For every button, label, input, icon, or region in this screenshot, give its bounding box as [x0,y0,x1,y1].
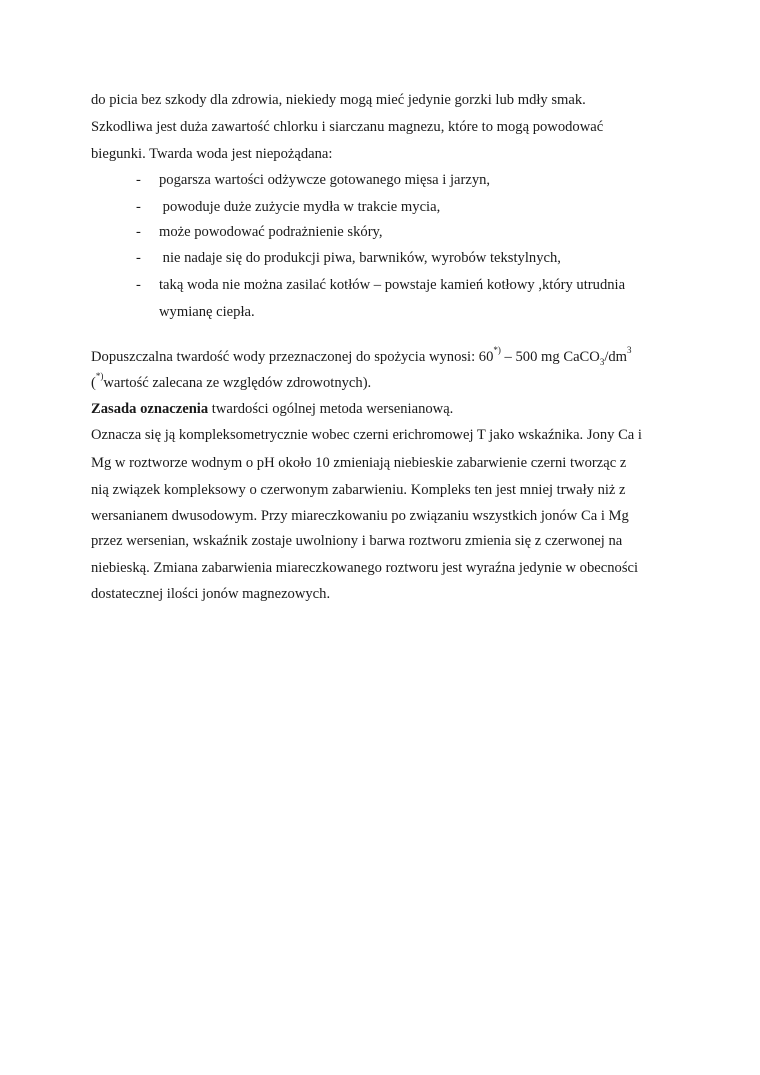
principle-heading: Zasada oznaczenia [91,401,209,417]
hardness-text-c: /dm [604,349,628,365]
footnote-marker: *) [95,371,104,382]
list-bullet: - [136,277,141,293]
list-item: może powodować podrażnienie skóry, [159,224,383,240]
superscript: 3 [627,345,632,356]
text-line: Szkodliwa jest duża zawartość chlorku i siarczanu magnezu, które to mogą powodować [91,119,604,135]
hardness-text-b: – 500 mg CaCO [500,349,600,365]
list-bullet: - [136,199,141,215]
list-item: taką woda nie można zasilać kotłów – powstaje kamień kotłowy ,który utrudnia [159,277,626,293]
list-item: pogarsza wartości odżywcze gotowanego mięsa i jarzyn, [159,172,491,188]
hardness-limit-line [91,345,632,367]
text-line: Mg w roztworze wodnym o pH około 10 zmieniają niebieskie zabarwienie czerni tworząc z [91,455,627,471]
footnote-marker: *) [493,345,501,356]
text-line: do picia bez szkody dla zdrowia, niekiedy mogą mieć jedynie gorzki lub mdły smak. [91,92,586,108]
text-line: Oznacza się ją kompleksometrycznie wobec czerni erichromowej T jako wskaźnika. Jony Ca i [91,427,642,443]
text-line: przez wersenian, wskaźnik zostaje uwolniony i barwa roztworu zmienia się z czerwonej na [91,533,623,549]
text-line: dostatecznej ilości jonów magnezowych. [91,586,331,602]
text-line: niebieską. Zmiana zabarwienia miareczkowanego roztworu jest wyraźna jedynie w obecności [91,560,639,576]
list-item: nie nadaje się do produkcji piwa, barwników, wyrobów tekstylnych, [159,250,561,266]
principle-line [91,400,453,418]
footnote-text: wartość zalecana ze względów zdrowotnych). [103,375,372,391]
list-bullet: - [136,224,141,240]
text-line: biegunki. Twarda woda jest niepożądana: [91,146,333,162]
text-line: nią związek kompleksowy o czerwonym zabarwieniu. Kompleks ten jest mniej trwały niż z [91,482,626,498]
list-item: powoduje duże zużycie mydła w trakcie mycia, [159,199,441,215]
text-line: wersanianem dwusodowym. Przy miareczkowaniu po związaniu wszystkich jonów Ca i Mg [91,508,629,524]
footnote-paren: ( [91,375,96,391]
list-bullet: - [136,172,141,188]
footnote-line [91,371,372,392]
subscript: 3 [599,356,605,367]
list-bullet: - [136,250,141,266]
list-item-continuation: wymianę ciepła. [159,304,255,320]
principle-text: twardości ogólnej metoda wersenianową. [208,401,454,417]
hardness-text-a: Dopuszczalna twardość wody przeznaczonej do spożycia wynosi: 60 [91,349,494,365]
